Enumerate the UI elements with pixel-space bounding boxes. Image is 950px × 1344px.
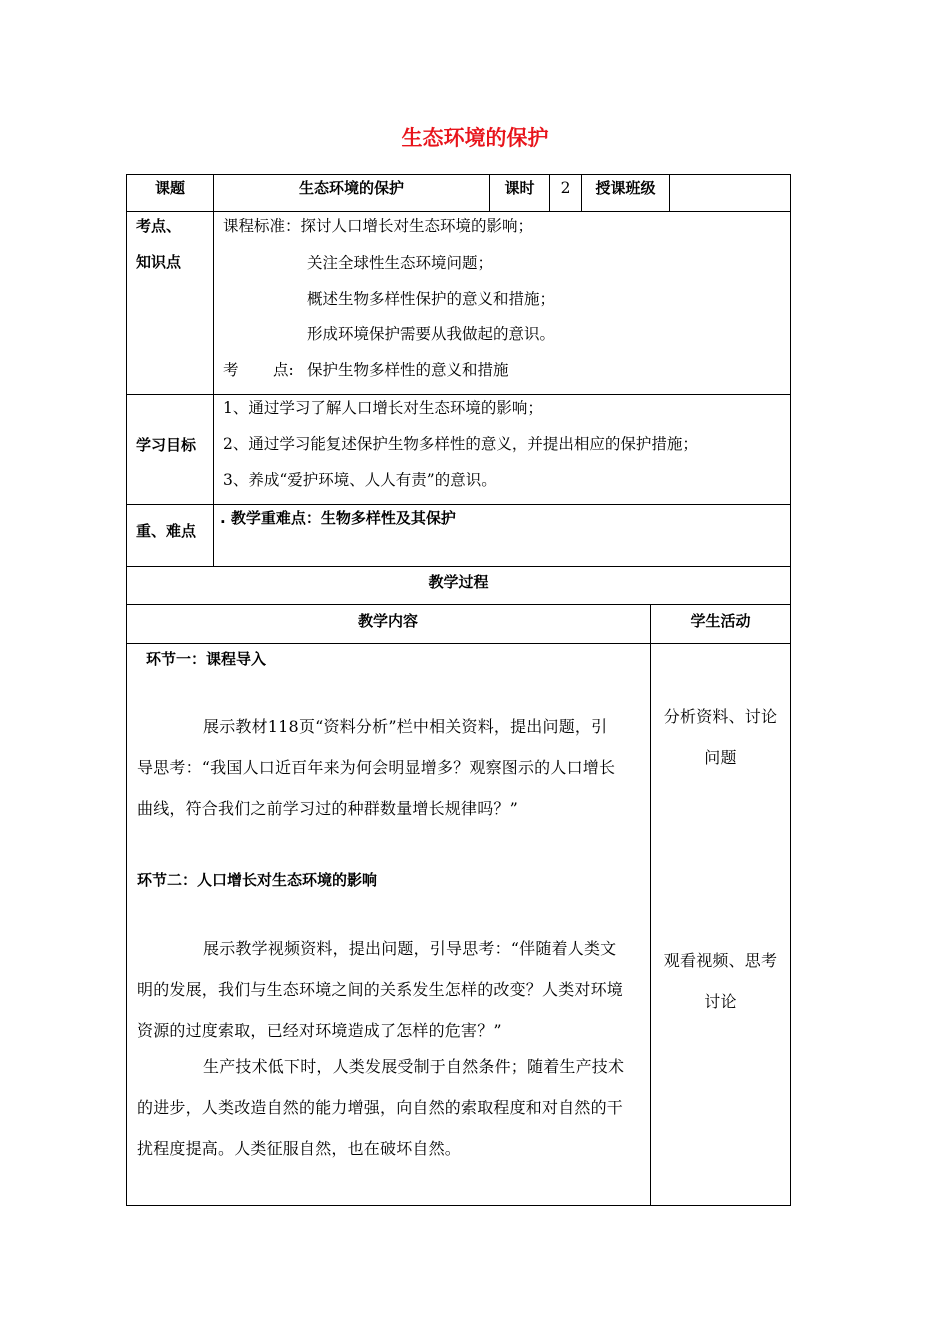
section2-paragraph-line: 的进步，人类改造自然的能力增强，向自然的索取程度和对自然的干 — [137, 1098, 624, 1117]
row-divider — [126, 566, 791, 567]
row-divider — [126, 504, 791, 505]
table-border-right — [790, 174, 791, 1206]
table-border-top — [126, 174, 791, 175]
document-title: 生态环境的保护 — [401, 126, 549, 150]
section2-paragraph-line: 生产技术低下时，人类发展受制于自然条件；随着生产技术 — [203, 1057, 625, 1076]
period-value: 2 — [560, 179, 571, 197]
exam-point-label: 点: — [273, 361, 294, 379]
section2-paragraph-line: 资源的过度索取，已经对环境造成了怎样的危害？” — [137, 1021, 502, 1040]
table-border-left — [126, 174, 127, 1206]
section2-activity: 讨论 — [704, 992, 737, 1011]
objective-item: 3、养成“爱护环境、人人有责”的意识。 — [223, 471, 497, 489]
objective-item: 2、通过学习能复述保护生物多样性的意义，并提出相应的保护措施； — [223, 435, 698, 453]
objectives-label: 学习目标 — [136, 436, 197, 454]
row-divider — [126, 643, 791, 644]
period-label: 课时 — [504, 179, 535, 197]
activity-column-header: 学生活动 — [690, 612, 751, 630]
section1-activity: 问题 — [704, 748, 737, 767]
exam-point-text: 保护生物多样性的意义和措施 — [307, 361, 509, 379]
process-title: 教学过程 — [428, 573, 489, 591]
section2-paragraph-line: 扰程度提高。人类征服自然，也在破坏自然。 — [137, 1139, 462, 1158]
section1-paragraph-line: 展示教材118页“资料分析”栏中相关资料，提出问题，引 — [203, 717, 608, 736]
activity-column-divider — [650, 604, 651, 1206]
class-label: 授课班级 — [595, 179, 656, 197]
difficulty-label: 重、难点 — [136, 522, 197, 540]
table-border-bottom — [126, 1205, 791, 1206]
section2-paragraph-line: 明的发展，我们与生态环境之间的关系发生怎样的改变？人类对环境 — [137, 980, 624, 999]
section2-paragraph-line: 展示教学视频资料，提出问题，引导思考：“伴随着人类文 — [203, 939, 617, 958]
cell-divider — [669, 174, 670, 212]
content-column-header: 教学内容 — [357, 612, 418, 630]
objective-item: 1、通过学习了解人口增长对生态环境的影响； — [223, 399, 543, 417]
curriculum-standard-line: 概述生物多样性保护的意义和措施； — [307, 290, 556, 308]
section2-heading: 环节二：人口增长对生态环境的影响 — [137, 871, 378, 889]
section1-paragraph-line: 曲线，符合我们之前学习过的种群数量增长规律吗？” — [137, 799, 518, 818]
row-divider — [126, 394, 791, 395]
section1-heading: 环节一：课程导入 — [146, 650, 267, 668]
section1-paragraph-line: 导思考：“我国人口近百年来为何会明显增多？观察图示的人口增长 — [137, 758, 616, 777]
exam-point-label: 考 — [223, 361, 239, 379]
topic-value: 生态环境的保护 — [298, 179, 404, 197]
knowledge-label-line1: 考点、 — [136, 217, 182, 235]
curriculum-standard-line: 课程标准：探讨人口增长对生态环境的影响； — [223, 217, 534, 235]
section1-activity: 分析资料、讨论 — [663, 707, 778, 726]
topic-label: 课题 — [154, 179, 185, 197]
knowledge-label-line2: 知识点 — [136, 253, 182, 271]
row-divider — [126, 604, 791, 605]
curriculum-standard-line: 关注全球性生态环境问题； — [307, 254, 494, 272]
label-column-divider — [213, 174, 214, 567]
row-divider — [126, 211, 791, 212]
curriculum-standard-line: 形成环境保护需要从我做起的意识。 — [307, 325, 556, 343]
section2-activity: 观看视频、思考 — [663, 951, 778, 970]
difficulty-text: . 教学重难点：生物多样性及其保护 — [220, 509, 456, 527]
